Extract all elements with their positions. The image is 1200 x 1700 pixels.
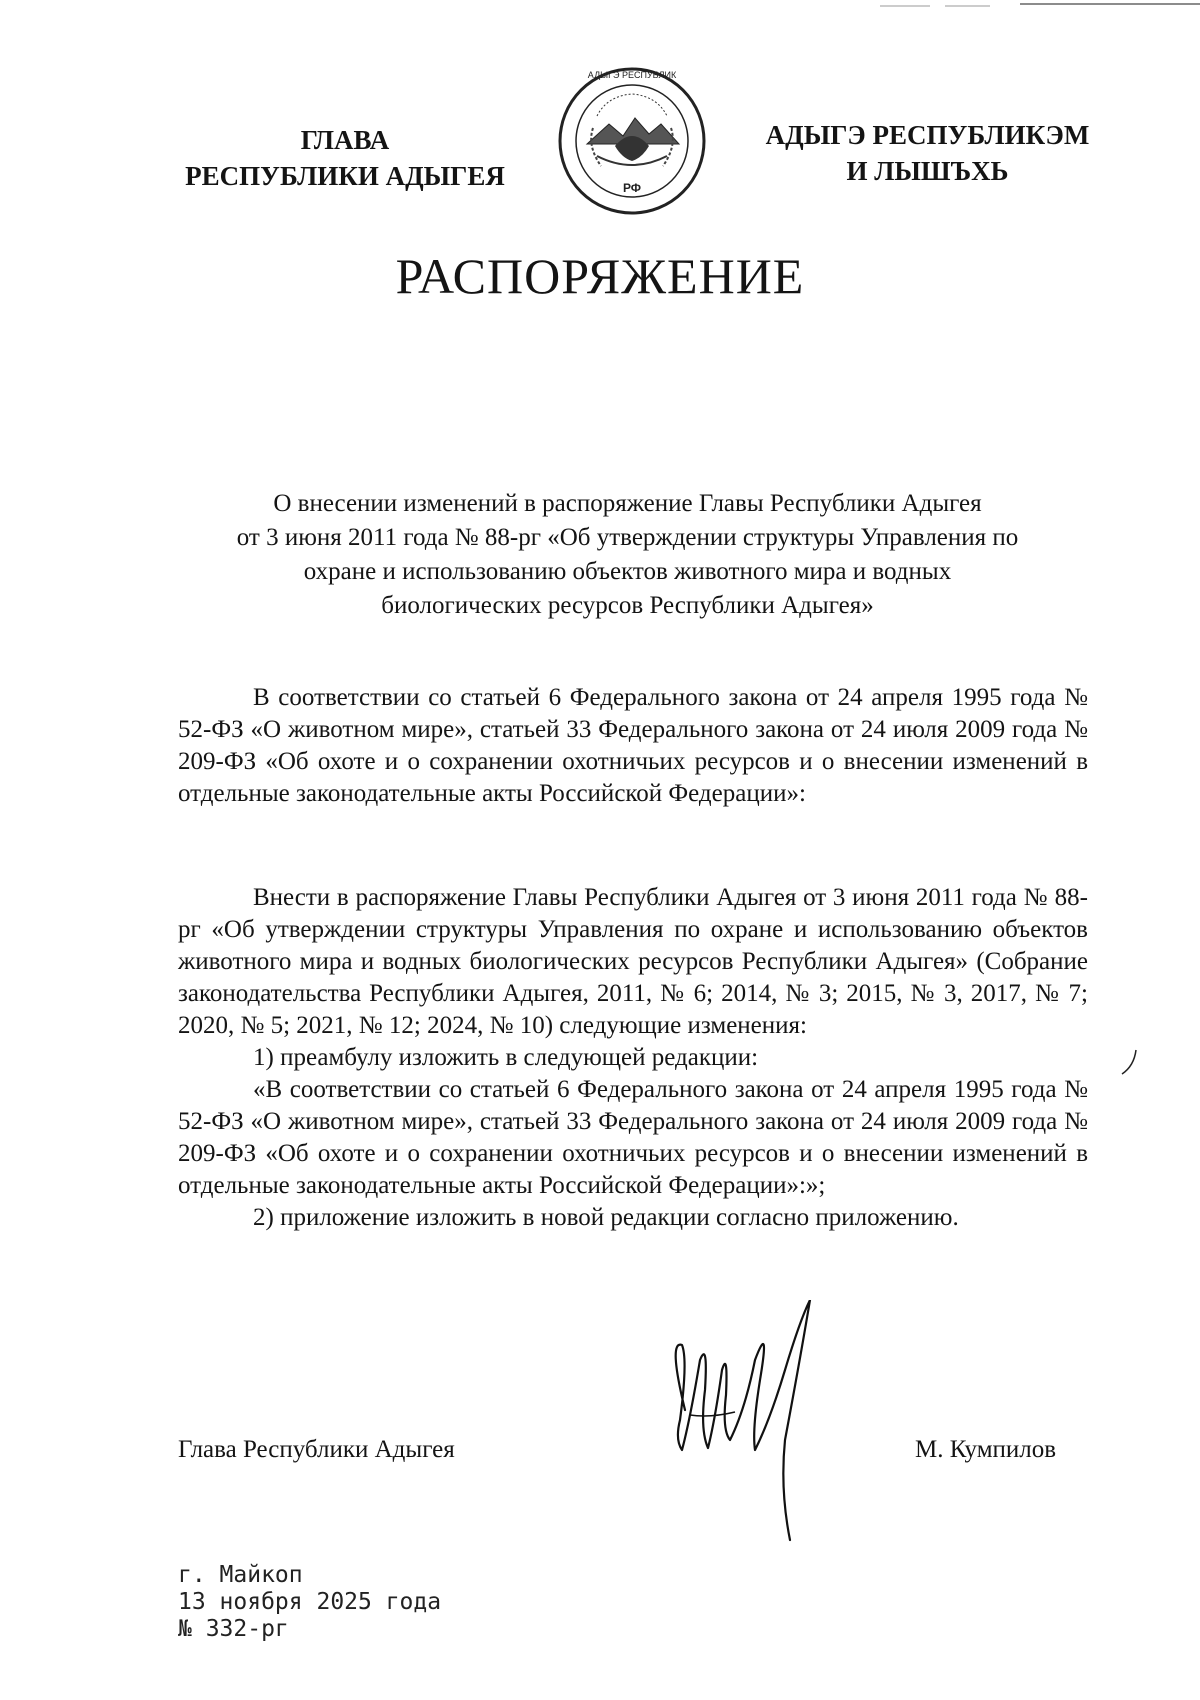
- imprint-city: г. Майкоп: [178, 1562, 303, 1588]
- document-subject: [165, 487, 1090, 623]
- signatory-position: Глава Республики Адыгея: [178, 1436, 455, 1463]
- coat-of-arms-emblem: [557, 66, 707, 216]
- header-right-block: [730, 117, 1125, 189]
- header-right-line1: АДЫГЭ РЕСПУБЛИКЭМ: [765, 120, 1090, 150]
- header-left-line1: ГЛАВА: [300, 125, 390, 155]
- signatory-name: М. Кумпилов: [915, 1436, 1057, 1463]
- directive-item-1: 1) преамбулу изложить в следующей редакции:: [253, 1044, 759, 1071]
- subject-line: биологических ресурсов Республики Адыгея»: [381, 592, 874, 619]
- header-left-block: [160, 122, 530, 194]
- document-title: РАСПОРЯЖЕНИЕ: [395, 248, 805, 304]
- imprint-date: 13 ноября 2025 года: [178, 1589, 442, 1615]
- subject-line: охране и использованию объектов животного мира и водных: [303, 558, 952, 585]
- directive-item-1-text: «В соответствии со статьей 6 Федерального закона от 24 апреля 1995 года № 52-ФЗ «О животном мире», статьей 33 Федерального закона от 24 июля 2009 года № 209-ФЗ «Об охоте и о сохранении охотничьих ресурсов и о внесении изменений в отдельные законодательные акты Российской Федерации»:»;: [178, 1076, 1088, 1199]
- preamble-paragraph: В соответствии со статьей 6 Федерального закона от 24 апреля 1995 года № 52-ФЗ «О животном мире», статьей 33 Федерального закона от 24 июля 2009 года № 209-ФЗ «Об охоте и о сохранении охотничьих ресурсов и о внесении изменений в отдельные законодательные акты Российской Федерации»:: [178, 684, 1088, 807]
- handwritten-signature: [660, 1300, 860, 1560]
- subject-line: О внесении изменений в распоряжение Главы Республики Адыгея: [273, 490, 982, 517]
- emblem-text-top: АДЫГЭ РЕСПУБЛИК: [587, 70, 677, 80]
- header-left-line2: РЕСПУБЛИКИ АДЫГЕЯ: [185, 161, 505, 191]
- preamble-block: [178, 682, 1088, 810]
- imprint-number: № 332-рг: [178, 1616, 289, 1642]
- directive-intro-paragraph: Внести в распоряжение Главы Республики Адыгея от 3 июня 2011 года № 88-рг «Об утверждении структуры Управления по охране и использованию объектов животного мира и водных биологических ресурсов Республики Адыгея» (Собрание законодательства Республики Адыгея, 2011, № 6; 2014, № 3; 2015, № 3, 2017, № 7; 2020, № 5; 2021, № 12; 2024, № 10) следующие изменения:: [178, 884, 1088, 1039]
- scan-artifact-lines: [870, 0, 1200, 12]
- emblem-text-bottom: РФ: [622, 181, 642, 195]
- subject-line: от 3 июня 2011 года № 88-рг «Об утверждении структуры Управления по: [236, 524, 1019, 551]
- header-right-line2: И ЛЫШЪХЬ: [846, 156, 1009, 186]
- margin-pen-mark: [1118, 1048, 1140, 1078]
- directive-item-2: 2) приложение изложить в новой редакции согласно приложению.: [253, 1204, 959, 1231]
- document-imprint: [178, 1562, 441, 1643]
- directive-block: [178, 882, 1088, 1234]
